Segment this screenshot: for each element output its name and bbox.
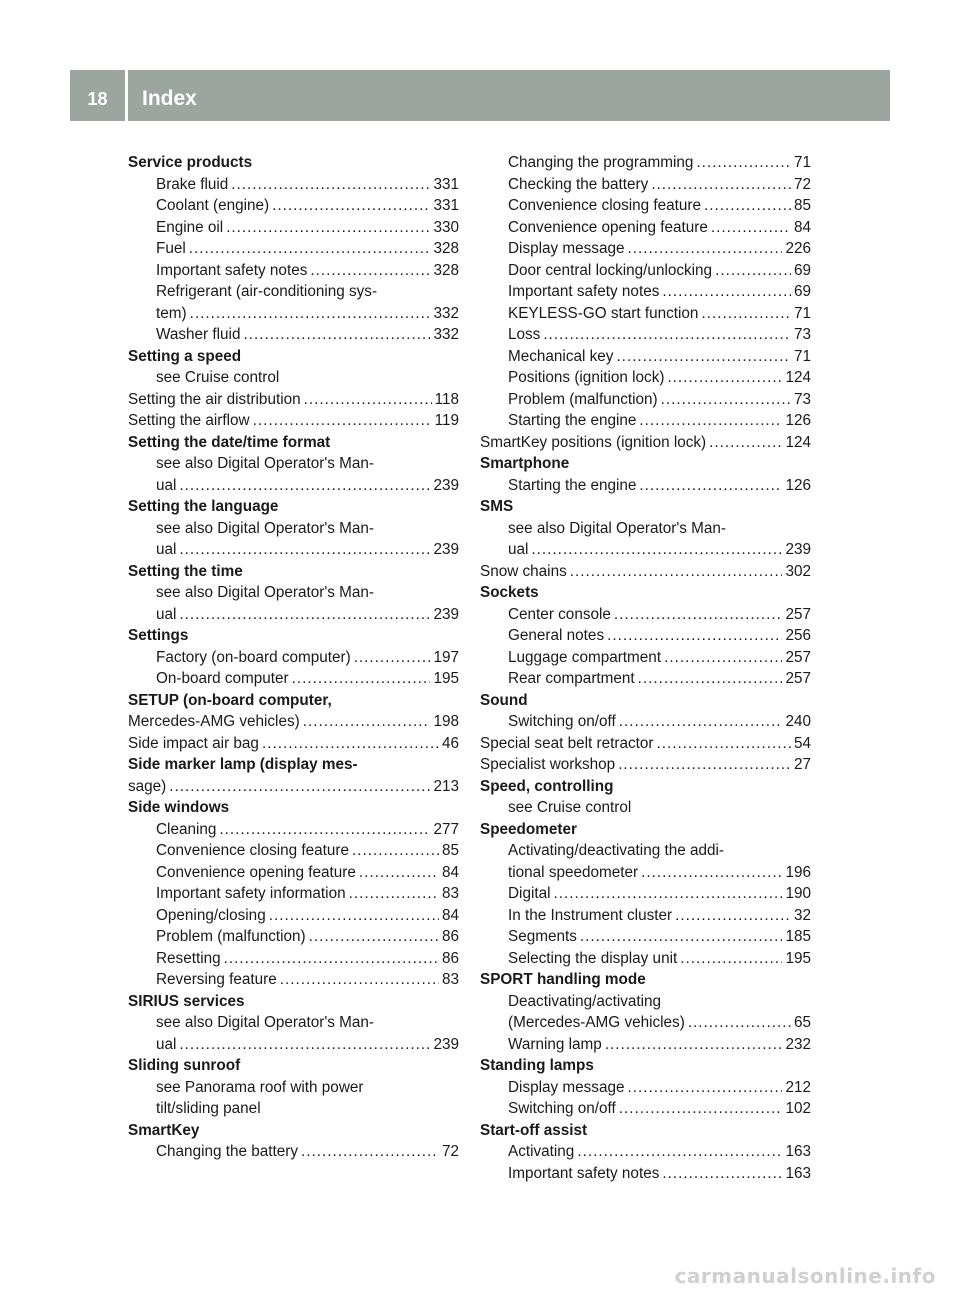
page-reference: 124 bbox=[785, 433, 811, 451]
dot-leader bbox=[651, 174, 791, 196]
index-subentry bbox=[480, 1141, 811, 1163]
dot-leader bbox=[231, 174, 430, 196]
entry-label: Cleaning bbox=[156, 820, 217, 838]
index-subentry bbox=[480, 346, 811, 368]
index-heading: SMS bbox=[480, 498, 514, 515]
header-divider bbox=[125, 70, 128, 121]
page-reference: 71 bbox=[793, 347, 811, 365]
dot-leader bbox=[359, 862, 439, 884]
index-column-left bbox=[128, 152, 459, 1163]
page-reference: 240 bbox=[785, 713, 811, 730]
dot-leader bbox=[618, 754, 791, 776]
dot-leader bbox=[269, 905, 439, 927]
index-subentry bbox=[128, 324, 459, 346]
page-reference: 239 bbox=[433, 605, 459, 623]
page-reference: 239 bbox=[433, 476, 459, 494]
entry-label: SmartKey positions (ignition lock) bbox=[480, 433, 707, 451]
index-heading-entry bbox=[128, 776, 459, 798]
page-reference: 86 bbox=[441, 949, 459, 967]
dot-leader bbox=[304, 389, 432, 411]
page-reference: 46 bbox=[441, 734, 459, 752]
entry-label: Important safety notes bbox=[156, 261, 308, 279]
index-subentry bbox=[128, 475, 459, 497]
entry-label: Factory (on-board computer) bbox=[156, 648, 351, 666]
entry-label: Loss bbox=[508, 326, 541, 343]
dot-leader bbox=[243, 324, 430, 346]
entry-label: In the Instrument cluster bbox=[508, 906, 673, 924]
page-reference: 332 bbox=[433, 304, 459, 322]
index-heading: Sound bbox=[480, 691, 528, 709]
index-subentry bbox=[480, 217, 811, 239]
page-reference: 185 bbox=[785, 928, 811, 945]
dot-leader bbox=[570, 561, 783, 583]
dot-leader bbox=[656, 733, 791, 755]
dot-leader bbox=[169, 776, 430, 798]
page-reference: 32 bbox=[793, 906, 811, 924]
index-subentry bbox=[128, 303, 459, 325]
dot-leader bbox=[638, 668, 783, 690]
entry-label: Fuel bbox=[156, 240, 186, 257]
entry-label: Mechanical key bbox=[508, 347, 614, 365]
index-subentry bbox=[128, 174, 459, 196]
dot-leader bbox=[224, 948, 439, 970]
page-reference: 232 bbox=[785, 1035, 811, 1053]
page-reference: 71 bbox=[793, 304, 811, 322]
index-subentry bbox=[128, 1034, 459, 1056]
index-subentry bbox=[480, 604, 811, 626]
entry-label: Mercedes-AMG vehicles) bbox=[128, 713, 300, 730]
entry-label: Important safety information bbox=[156, 885, 346, 902]
page-reference: 331 bbox=[433, 175, 459, 193]
index-heading: Standing lamps bbox=[480, 1057, 594, 1074]
page-reference: 84 bbox=[793, 218, 811, 236]
dot-leader bbox=[189, 238, 431, 260]
index-heading-entry bbox=[128, 711, 459, 733]
dot-leader bbox=[554, 883, 783, 905]
page-reference: 83 bbox=[441, 885, 459, 902]
index-heading: Sockets bbox=[480, 584, 539, 601]
dot-leader bbox=[627, 238, 782, 260]
index-subentry bbox=[480, 195, 811, 217]
entry-label: Activating bbox=[508, 1143, 575, 1160]
page-reference: 239 bbox=[433, 541, 459, 558]
entry-label: tional speedometer bbox=[508, 863, 639, 881]
page-reference: 126 bbox=[785, 476, 811, 494]
index-heading: Side windows bbox=[128, 799, 230, 816]
entry-label: Starting the engine bbox=[508, 476, 637, 494]
entry-label: ual bbox=[156, 605, 177, 623]
page-reference: 330 bbox=[433, 218, 459, 236]
entry-label: Engine oil bbox=[156, 218, 224, 236]
index-heading: Speed, controlling bbox=[480, 777, 614, 795]
page-reference: 84 bbox=[441, 906, 459, 924]
dot-leader bbox=[680, 948, 782, 970]
dot-leader bbox=[310, 260, 430, 282]
entry-label: Convenience closing feature bbox=[156, 842, 350, 859]
page-reference: 83 bbox=[441, 971, 459, 988]
index-subentry-text: tilt/sliding panel bbox=[156, 1100, 261, 1117]
entry-label: General notes bbox=[508, 627, 605, 644]
page-reference: 239 bbox=[785, 541, 811, 558]
index-heading: SmartKey bbox=[128, 1121, 200, 1139]
index-heading: Settings bbox=[128, 627, 189, 644]
index-subentry bbox=[480, 668, 811, 690]
index-subentry bbox=[480, 238, 811, 260]
dot-leader bbox=[179, 604, 430, 626]
dot-leader bbox=[715, 260, 791, 282]
entry-label: Coolant (engine) bbox=[156, 197, 270, 214]
index-subentry bbox=[480, 926, 811, 948]
page-reference: 226 bbox=[785, 240, 811, 257]
dot-leader bbox=[179, 539, 430, 561]
dot-leader bbox=[675, 905, 791, 927]
index-subentry bbox=[480, 410, 811, 432]
index-subentry bbox=[128, 217, 459, 239]
page-reference: 65 bbox=[793, 1014, 811, 1031]
index-subentry-text: Deactivating/activating bbox=[508, 992, 662, 1010]
page-reference: 239 bbox=[433, 1035, 459, 1053]
entry-label: Switching on/off bbox=[508, 1100, 616, 1117]
index-subentry bbox=[480, 303, 811, 325]
page-reference: 72 bbox=[793, 175, 811, 193]
dot-leader bbox=[641, 862, 782, 884]
page-reference: 84 bbox=[441, 863, 459, 881]
index-heading: SIRIUS services bbox=[128, 992, 245, 1010]
entry-label: Washer fluid bbox=[156, 326, 241, 343]
entry-label: Segments bbox=[508, 928, 577, 945]
dot-leader bbox=[179, 1034, 430, 1056]
page-reference: 73 bbox=[793, 390, 811, 408]
entry-label: Checking the battery bbox=[508, 175, 649, 193]
index-subentry-text: Activating/deactivating the addi- bbox=[508, 842, 724, 859]
dot-leader bbox=[667, 367, 782, 389]
index-heading: Setting the time bbox=[128, 562, 243, 580]
page-reference: 163 bbox=[785, 1143, 811, 1160]
page-reference: 54 bbox=[793, 734, 811, 752]
entry-label: Convenience opening feature bbox=[156, 863, 356, 881]
page-reference: 27 bbox=[793, 756, 811, 773]
index-heading: Start-off assist bbox=[480, 1121, 588, 1139]
index-subentry bbox=[128, 883, 459, 905]
entry-label: Side impact air bag bbox=[128, 734, 259, 752]
page-reference: 213 bbox=[433, 777, 459, 795]
index-heading-entry bbox=[480, 561, 811, 583]
index-subentry bbox=[480, 539, 811, 561]
index-subentry bbox=[128, 647, 459, 669]
index-subentry bbox=[480, 711, 811, 733]
index-subentry bbox=[128, 905, 459, 927]
index-subentry bbox=[128, 604, 459, 626]
index-subentry-text: Refrigerant (air-conditioning sys- bbox=[156, 283, 378, 300]
page-reference: 119 bbox=[434, 412, 459, 429]
entry-label: On-board computer bbox=[156, 670, 289, 687]
entry-label: Selecting the display unit bbox=[508, 949, 678, 967]
page-reference: 102 bbox=[785, 1100, 811, 1117]
dot-leader bbox=[704, 195, 791, 217]
index-subentry bbox=[128, 862, 459, 884]
page-reference: 257 bbox=[785, 648, 811, 666]
dot-leader bbox=[226, 217, 430, 239]
index-subentry bbox=[480, 625, 811, 647]
entry-label: Specialist workshop bbox=[480, 756, 616, 773]
page-reference: 196 bbox=[785, 863, 811, 881]
page-number: 18 bbox=[87, 89, 108, 109]
page-reference: 302 bbox=[785, 562, 811, 580]
index-heading: Smartphone bbox=[480, 455, 570, 472]
index-heading-entry bbox=[480, 733, 811, 755]
index-subentry bbox=[128, 668, 459, 690]
dot-leader bbox=[354, 647, 431, 669]
dot-leader bbox=[639, 475, 782, 497]
dot-leader bbox=[614, 604, 783, 626]
index-subentry bbox=[128, 948, 459, 970]
page-reference: 195 bbox=[433, 670, 459, 687]
entry-label: Important safety notes bbox=[508, 283, 660, 300]
dot-leader bbox=[303, 711, 431, 733]
index-subentry bbox=[480, 174, 811, 196]
index-subentry-text: see Panorama roof with power bbox=[156, 1078, 364, 1096]
page-reference: 190 bbox=[785, 885, 811, 902]
dot-leader bbox=[580, 926, 783, 948]
page-reference: 126 bbox=[785, 412, 811, 429]
index-subentry bbox=[128, 926, 459, 948]
index-subentry bbox=[128, 539, 459, 561]
dot-leader bbox=[688, 1012, 791, 1034]
index-heading: Sliding sunroof bbox=[128, 1057, 241, 1074]
dot-leader bbox=[253, 410, 432, 432]
index-subentry-text: see also Digital Operator's Man- bbox=[508, 519, 727, 537]
index-heading: SPORT handling mode bbox=[480, 971, 646, 988]
entry-label: ual bbox=[156, 1035, 177, 1053]
page-reference: 198 bbox=[433, 713, 459, 730]
index-subentry bbox=[480, 260, 811, 282]
entry-label: Center console bbox=[508, 605, 611, 623]
entry-label: Reversing feature bbox=[156, 971, 277, 988]
entry-label: ual bbox=[508, 541, 529, 558]
entry-label: Setting the airflow bbox=[128, 412, 250, 429]
entry-label: Convenience closing feature bbox=[508, 197, 702, 214]
page-reference: 118 bbox=[434, 390, 459, 408]
index-heading: Setting the language bbox=[128, 498, 279, 515]
index-subentry bbox=[480, 389, 811, 411]
index-subentry bbox=[128, 840, 459, 862]
page-reference: 257 bbox=[785, 670, 811, 687]
entry-label: Luggage compartment bbox=[508, 648, 662, 666]
dot-leader bbox=[543, 324, 791, 346]
dot-leader bbox=[696, 152, 791, 174]
page-reference: 73 bbox=[793, 326, 811, 343]
index-subentry-text: see also Digital Operator's Man- bbox=[156, 584, 375, 601]
index-column-right bbox=[480, 152, 811, 1184]
index-heading: SETUP (on-board computer, bbox=[128, 691, 332, 709]
entry-label: Snow chains bbox=[480, 562, 567, 580]
index-heading: Side marker lamp (display mes- bbox=[128, 756, 358, 773]
dot-leader bbox=[662, 281, 791, 303]
page-reference: 212 bbox=[785, 1078, 811, 1096]
index-heading-entry bbox=[128, 733, 459, 755]
page-reference: 69 bbox=[793, 283, 811, 300]
entry-label: Starting the engine bbox=[508, 412, 637, 429]
index-subentry bbox=[480, 1034, 811, 1056]
index-heading-entry bbox=[128, 410, 459, 432]
dot-leader bbox=[272, 195, 430, 217]
index-subentry bbox=[480, 647, 811, 669]
dot-leader bbox=[292, 668, 431, 690]
dot-leader bbox=[627, 1077, 782, 1099]
entry-label: Changing the battery bbox=[156, 1143, 299, 1160]
entry-label: Setting the air distribution bbox=[128, 390, 301, 408]
page-reference: 86 bbox=[441, 928, 459, 945]
index-subentry bbox=[480, 152, 811, 174]
entry-label: Positions (ignition lock) bbox=[508, 369, 665, 386]
index-heading-entry bbox=[480, 432, 811, 454]
index-subentry bbox=[480, 367, 811, 389]
page-reference: 124 bbox=[785, 369, 811, 386]
page-reference: 69 bbox=[793, 261, 811, 279]
entry-label: Convenience opening feature bbox=[508, 218, 708, 236]
index-subentry bbox=[480, 1012, 811, 1034]
entry-label: ual bbox=[156, 541, 177, 558]
dot-leader bbox=[309, 926, 439, 948]
dot-leader bbox=[605, 1034, 783, 1056]
entry-label: Brake fluid bbox=[156, 175, 229, 193]
dot-leader bbox=[661, 389, 791, 411]
entry-label: Opening/closing bbox=[156, 906, 266, 924]
index-subentry bbox=[480, 475, 811, 497]
index-subentry bbox=[480, 862, 811, 884]
index-subentry-text: see Cruise control bbox=[508, 799, 632, 816]
page-reference: 72 bbox=[441, 1143, 459, 1160]
dot-leader bbox=[531, 539, 782, 561]
entry-label: Important safety notes bbox=[508, 1164, 660, 1182]
index-subentry bbox=[480, 883, 811, 905]
dot-leader bbox=[662, 1163, 782, 1185]
entry-label: Warning lamp bbox=[508, 1035, 602, 1053]
index-subentry bbox=[480, 1163, 811, 1185]
index-subentry-text: see Cruise control bbox=[156, 369, 280, 386]
dot-leader bbox=[711, 217, 791, 239]
page-reference: 331 bbox=[433, 197, 459, 214]
index-subentry bbox=[480, 324, 811, 346]
entry-label: Display message bbox=[508, 240, 625, 257]
index-heading: Service products bbox=[128, 154, 253, 171]
dot-leader bbox=[179, 475, 430, 497]
dot-leader bbox=[190, 303, 431, 325]
page-reference: 195 bbox=[785, 949, 811, 967]
index-heading: Setting the date/time format bbox=[128, 433, 331, 451]
dot-leader bbox=[301, 1141, 439, 1163]
index-subentry-text: see also Digital Operator's Man- bbox=[156, 1014, 375, 1031]
entry-label: Switching on/off bbox=[508, 713, 616, 730]
index-heading-entry bbox=[128, 389, 459, 411]
index-heading-entry bbox=[480, 754, 811, 776]
index-subentry bbox=[128, 238, 459, 260]
entry-label: Digital bbox=[508, 885, 551, 902]
dot-leader bbox=[262, 733, 439, 755]
entry-label: Display message bbox=[508, 1078, 625, 1096]
dot-leader bbox=[619, 711, 783, 733]
watermark: carmanualsonline.info bbox=[674, 1264, 936, 1288]
index-heading: Speedometer bbox=[480, 820, 577, 838]
dot-leader bbox=[577, 1141, 782, 1163]
dot-leader bbox=[607, 625, 782, 647]
entry-label: ual bbox=[156, 476, 177, 494]
page-reference: 332 bbox=[433, 326, 459, 343]
dot-leader bbox=[352, 840, 439, 862]
dot-leader bbox=[619, 1098, 783, 1120]
dot-leader bbox=[616, 346, 791, 368]
index-subentry bbox=[480, 281, 811, 303]
index-subentry-text: see also Digital Operator's Man- bbox=[156, 519, 375, 537]
page-reference: 256 bbox=[785, 627, 811, 644]
page-reference: 85 bbox=[441, 842, 459, 859]
entry-label: Resetting bbox=[156, 949, 221, 967]
page-reference: 277 bbox=[433, 820, 459, 838]
page-reference: 328 bbox=[433, 261, 459, 279]
page-reference: 85 bbox=[793, 197, 811, 214]
index-subentry-text: see also Digital Operator's Man- bbox=[156, 455, 375, 472]
index-heading: Setting a speed bbox=[128, 347, 242, 365]
entry-label: Door central locking/unlocking bbox=[508, 261, 713, 279]
page-reference: 328 bbox=[433, 240, 459, 257]
entry-label: Problem (malfunction) bbox=[156, 928, 306, 945]
index-subentry bbox=[480, 1077, 811, 1099]
index-subentry bbox=[128, 1141, 459, 1163]
entry-label: Rear compartment bbox=[508, 670, 635, 687]
index-subentry bbox=[128, 260, 459, 282]
dot-leader bbox=[639, 410, 782, 432]
entry-label: (Mercedes-AMG vehicles) bbox=[508, 1014, 685, 1031]
entry-label: sage) bbox=[128, 777, 167, 795]
dot-leader bbox=[280, 969, 439, 991]
index-subentry bbox=[480, 1098, 811, 1120]
entry-label: KEYLESS-GO start function bbox=[508, 304, 699, 322]
page-reference: 163 bbox=[785, 1164, 811, 1182]
entry-label: Special seat belt retractor bbox=[480, 734, 654, 752]
section-title: Index bbox=[142, 87, 197, 110]
dot-leader bbox=[701, 303, 791, 325]
page-reference: 71 bbox=[793, 154, 811, 171]
entry-label: tem) bbox=[156, 304, 187, 322]
index-subentry bbox=[128, 819, 459, 841]
index-subentry bbox=[480, 948, 811, 970]
entry-label: Problem (malfunction) bbox=[508, 390, 658, 408]
page-reference: 197 bbox=[433, 648, 459, 666]
entry-label: Changing the programming bbox=[508, 154, 694, 171]
dot-leader bbox=[664, 647, 782, 669]
dot-leader bbox=[219, 819, 430, 841]
index-subentry bbox=[128, 195, 459, 217]
dot-leader bbox=[349, 883, 439, 905]
page-reference: 257 bbox=[785, 605, 811, 623]
dot-leader bbox=[709, 432, 782, 454]
index-subentry bbox=[128, 969, 459, 991]
index-subentry bbox=[480, 905, 811, 927]
